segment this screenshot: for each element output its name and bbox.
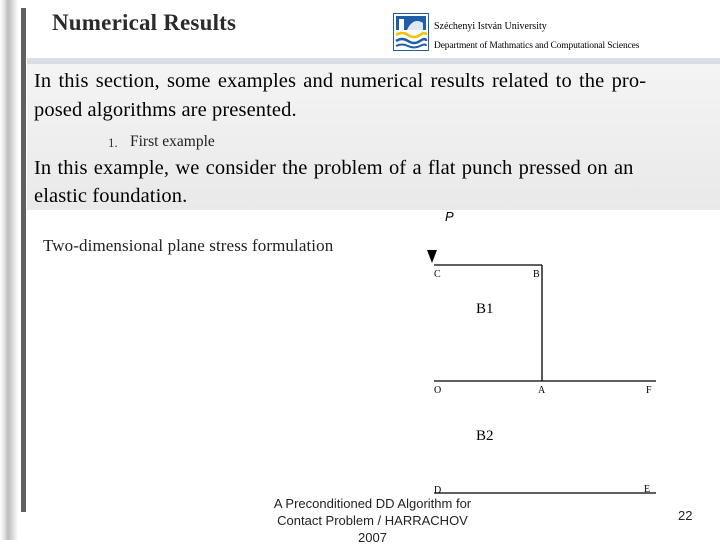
body-b1-label: B1 (476, 301, 494, 317)
description-line-2: elastic foundation. (34, 185, 188, 207)
point-d-label: D (434, 485, 442, 496)
punch-foundation-diagram (400, 205, 690, 505)
page-number: 22 (678, 508, 693, 523)
footer-citation (255, 495, 490, 546)
footer-line-3: 2007 (358, 530, 387, 545)
body-b2-label: B2 (476, 428, 494, 444)
point-f-label: F (646, 385, 652, 396)
load-label: P (445, 209, 454, 224)
point-c-label: C (434, 269, 441, 280)
left-vertical-rule (21, 8, 26, 512)
university-name: Széchenyi István University (434, 21, 547, 32)
intro-text-line-1: In this section, some examples and numerical results related to the pro- (34, 70, 647, 92)
slide-title: Numerical Results (52, 10, 237, 35)
load-arrow-icon (427, 250, 437, 263)
example-heading: First example (130, 133, 215, 150)
footer-line-2: Contact Problem / HARRACHOV (277, 513, 468, 528)
description-line-1: In this example, we consider the problem of a flat punch pressed on an (34, 157, 634, 179)
intro-text-line-2: posed algorithms are presented. (34, 99, 297, 121)
footer-line-1: A Preconditioned DD Algorithm for (273, 496, 472, 511)
point-a-label: A (538, 385, 546, 396)
point-b-label: B (533, 269, 540, 280)
point-o-label: O (434, 385, 442, 396)
example-number: 1. (108, 135, 118, 150)
university-logo-icon (393, 13, 429, 51)
department-name: Department of Mathmatics and Computational Sciences (434, 41, 640, 51)
point-e-label: E (644, 484, 651, 495)
left-decoration-band (0, 0, 18, 540)
formulation-heading: Two-dimensional plane stress formulation (43, 236, 334, 255)
